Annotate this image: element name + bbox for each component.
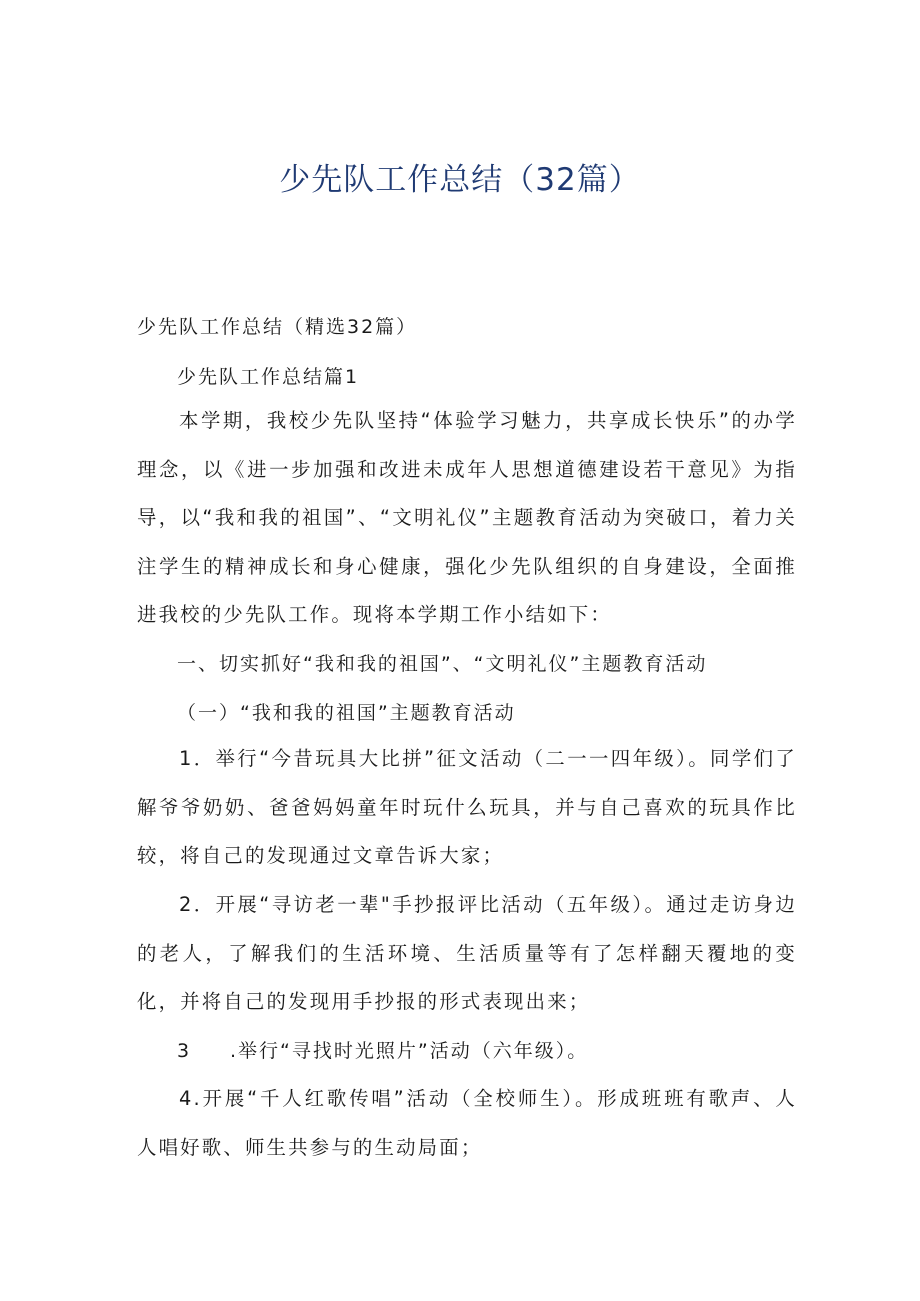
- heading-sub-one: （一）“我和我的祖国”主题教育活动: [177, 702, 516, 724]
- list-item-1: 1．举行“今昔玩具大比拼”征文活动（二一一四年级）。同学们了解爷爷奶奶、爸爸妈妈童年时玩什么玩具，并与自己喜欢的玩具作比较，将自己的发现通过文章告诉大家；: [137, 747, 797, 868]
- intro-paragraph: 本学期，我校少先队坚持“体验学习魅力，共享成长快乐”的办学理念，以《进一步加强和改进未成年人思想道德建设若干意见》为指导，以“我和我的祖国”、“文明礼仪”主题教育活动为突破口，着力关注学生的精神成长和身心健康，强化少先队组织的自身建设，全面推进我校的少先队工作。现将本学期工作小结如下：: [137, 409, 797, 627]
- list-item-3-number: 3: [177, 1040, 192, 1062]
- document-subtitle: 少先队工作总结（精选32篇）: [137, 316, 418, 338]
- section-heading: 少先队工作总结篇1: [177, 366, 360, 388]
- document-title: 少先队工作总结（32篇）: [279, 162, 641, 198]
- list-item-3-text: .举行“寻找时光照片”活动（六年级）。: [230, 1040, 589, 1062]
- list-item-4: 4.开展“千人红歌传唱”活动（全校师生）。形成班班有歌声、人人唱好歌、师生共参与的生动局面；: [137, 1087, 797, 1159]
- heading-one: 一、切实抓好“我和我的祖国”、“文明礼仪”主题教育活动: [177, 653, 708, 675]
- list-item-2: 2．开展“寻访老一辈"手抄报评比活动（五年级）。通过走访身边的老人，了解我们的生活环境、生活质量等有了怎样翻天覆地的变化，并将自己的发现用手抄报的形式表现出来；: [137, 893, 797, 1014]
